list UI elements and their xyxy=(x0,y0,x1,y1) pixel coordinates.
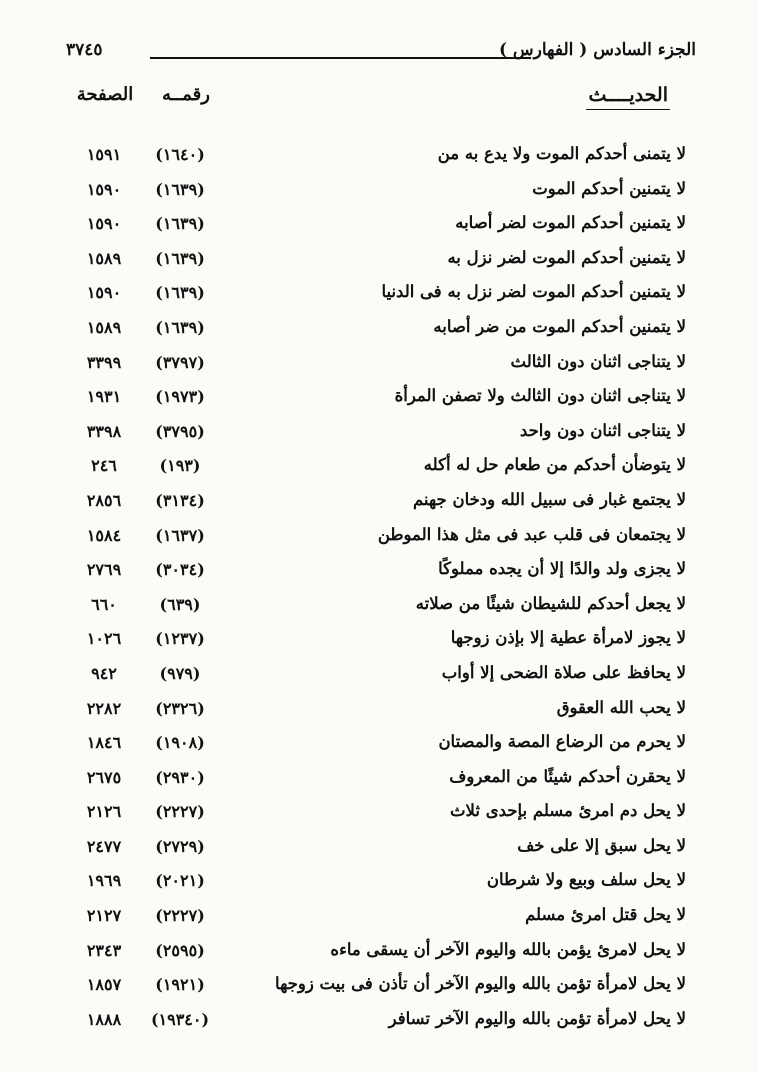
page-reference: ١٩٦٩ xyxy=(86,871,122,891)
index-row xyxy=(60,244,696,279)
hadith-number: (٩٧٩) xyxy=(159,663,201,683)
page-reference: ١٩٣١ xyxy=(86,387,122,407)
page-reference: ٢١٢٦ xyxy=(86,802,122,822)
hadith-text: لا يحل سبق إلا على خف xyxy=(517,835,686,855)
hadith-number: (١٦٣٩) xyxy=(155,248,205,268)
index-row xyxy=(60,866,696,901)
page-reference: ١٥٩٠ xyxy=(86,214,122,234)
page-reference: ٢٣٤٣ xyxy=(86,940,122,960)
hadith-number: (١٩٣) xyxy=(159,456,201,476)
hadith-text: لا يتمنين أحدكم الموت من ضر أصابه xyxy=(433,316,686,336)
index-row xyxy=(60,728,696,763)
hadith-text: لا يجتمع غبار فى سبيل الله ودخان جهنم xyxy=(412,489,686,509)
index-row xyxy=(60,382,696,417)
index-row xyxy=(60,624,696,659)
page-reference: ١٠٢٦ xyxy=(86,629,122,649)
hadith-text: لا يجزى ولد والدًا إلا أن يجده مملوكًا xyxy=(438,559,686,579)
page-reference: ٦٦٠ xyxy=(91,594,117,614)
hadith-number: (١٦٣٩) xyxy=(155,317,205,337)
index-row xyxy=(60,590,696,625)
hadith-number: (٣٠٣٤) xyxy=(155,560,205,580)
index-row xyxy=(60,348,696,383)
hadith-text: لا يجوز لامرأة عطية إلا بإذن زوجها xyxy=(450,628,686,648)
page-reference: ١٥٩١ xyxy=(86,145,122,164)
hadith-text: لا يحل لامرأة تؤمن بالله واليوم الآخر تسافر xyxy=(388,1008,686,1028)
hadith-text: لا يحل دم امرئ مسلم بإحدى ثلاث xyxy=(450,801,686,821)
hadith-text: لا يجتمعان فى قلب عبد فى مثل هذا الموطن xyxy=(377,524,686,544)
index-row xyxy=(60,832,696,867)
index-row xyxy=(60,451,696,486)
hadith-number: (١٩٠٨) xyxy=(155,733,205,753)
hadith-number: (٣٧٩٥) xyxy=(155,421,205,441)
hadith-number: (١٩٧٣) xyxy=(155,387,205,407)
hadith-number: (٢٥٩٥) xyxy=(155,940,205,960)
hadith-text: لا يحقرن أحدكم شيئًا من المعروف xyxy=(449,766,686,786)
index-row xyxy=(60,936,696,971)
page-reference: ١٨٨٨ xyxy=(86,1009,122,1029)
hadith-number: (٣٧٩٧) xyxy=(155,352,205,372)
hadith-number: (٢٧٢٩) xyxy=(155,836,205,856)
hadith-number: (١٦٣٩) xyxy=(155,214,205,234)
index-row xyxy=(60,521,696,556)
hadith-number: (٢٩٣٠) xyxy=(155,767,205,787)
running-header xyxy=(60,40,696,72)
page-number: ٣٧٤٥ xyxy=(66,40,103,60)
column-header-page: الصفحة xyxy=(76,84,134,105)
index-row xyxy=(60,901,696,936)
index-row xyxy=(60,417,696,452)
hadith-number: (١٢٣٧) xyxy=(155,629,205,649)
hadith-text: لا يتمنى أحدكم الموت ولا يدع به من xyxy=(437,144,686,163)
hadith-number: (٢٢٢٧) xyxy=(155,906,205,926)
page-reference: ٣٣٩٩ xyxy=(86,352,122,372)
index-row xyxy=(60,659,696,694)
page-reference: ١٥٨٩ xyxy=(86,248,122,268)
hadith-text: لا يتوضأن أحدكم من طعام حل له أكله xyxy=(423,455,686,475)
hadith-number: (٢٣٢٦) xyxy=(155,698,205,718)
hadith-number: (٦٣٩) xyxy=(159,594,201,614)
hadith-text: لا يجعل أحدكم للشيطان شيئًا من صلاته xyxy=(415,593,686,613)
column-headers xyxy=(60,84,696,118)
hadith-number: (١٦٤٠) xyxy=(155,145,205,164)
hadith-number: (١٦٣٩) xyxy=(155,283,205,303)
page-reference: ١٨٥٧ xyxy=(86,975,122,995)
column-header-number: رقمــه xyxy=(162,84,210,105)
hadith-text: لا يتمنين أحدكم الموت xyxy=(532,178,686,198)
page-reference: ٢٧٦٩ xyxy=(86,560,122,580)
page-reference: ١٥٨٤ xyxy=(86,525,122,545)
page-reference: ٩٤٢ xyxy=(91,663,117,683)
hadith-text: لا يتناجى اثنان دون الثالث ولا تصفن المرأة xyxy=(394,386,686,406)
page-reference: ٢٢٨٢ xyxy=(86,698,122,718)
page-reference: ٢١٢٧ xyxy=(86,906,122,926)
page-reference: ١٥٩٠ xyxy=(86,283,122,303)
hadith-number: (٢٢٢٧) xyxy=(155,802,205,822)
hadith-text: لا يحل لامرئ يؤمن بالله واليوم الآخر أن يسقى ماءه xyxy=(330,939,686,959)
page-reference: ١٥٩٠ xyxy=(86,179,122,199)
page-reference: ٢٨٥٦ xyxy=(86,490,122,510)
page-reference: ٢٦٧٥ xyxy=(86,767,122,787)
page-reference: ٢٤٧٧ xyxy=(86,836,122,856)
hadith-text: لا يتناجى اثنان دون واحد xyxy=(519,420,686,440)
index-row xyxy=(60,486,696,521)
hadith-text: لا يحافظ على صلاة الضحى إلا أواب xyxy=(441,662,686,682)
page-reference: ٣٣٩٨ xyxy=(86,421,122,441)
hadith-text: لا يتمنين أحدكم الموت لضر أصابه xyxy=(455,213,686,233)
hadith-number: (١٩٣٤٠) xyxy=(150,1009,210,1029)
hadith-text: لا يحب الله العقوق xyxy=(556,697,686,717)
page-reference: ٢٤٦ xyxy=(91,456,117,476)
hadith-text: لا يحل سلف وبيع ولا شرطان xyxy=(486,870,686,890)
hadith-text: لا يتمنين أحدكم الموت لضر نزل به فى الدنيا xyxy=(381,282,686,302)
hadith-number: (١٦٣٩) xyxy=(155,179,205,199)
index-row xyxy=(60,797,696,832)
hadith-text: لا يحل لامرأة تؤمن بالله واليوم الآخر أن تأذن فى بيت زوجها xyxy=(275,974,686,994)
index-row xyxy=(60,1005,696,1040)
index-row xyxy=(60,555,696,590)
hadith-text: لا يحرم من الرضاع المصة والمصتان xyxy=(438,732,686,752)
index-row xyxy=(60,140,696,175)
column-header-hadith: الحديــــث xyxy=(586,84,670,110)
index-row xyxy=(60,970,696,1005)
running-title: الجزء السادس ( الفهارس ) xyxy=(498,40,696,60)
hadith-number: (٢٠٢١) xyxy=(155,871,205,891)
header-rule xyxy=(150,57,531,59)
index-row xyxy=(60,209,696,244)
hadith-text: لا يحل قتل امرئ مسلم xyxy=(525,905,686,925)
hadith-text: لا يتمنين أحدكم الموت لضر نزل به xyxy=(447,247,686,267)
index-row xyxy=(60,694,696,729)
hadith-index-list xyxy=(60,140,696,1039)
page-reference: ١٥٨٩ xyxy=(86,317,122,337)
index-row xyxy=(60,763,696,798)
index-row xyxy=(60,175,696,210)
index-row xyxy=(60,313,696,348)
page-reference: ١٨٤٦ xyxy=(86,733,122,753)
hadith-number: (٣١٣٤) xyxy=(155,490,205,510)
hadith-text: لا يتناجى اثنان دون الثالث xyxy=(510,351,686,371)
hadith-number: (١٦٣٧) xyxy=(155,525,205,545)
index-row xyxy=(60,278,696,313)
hadith-number: (١٩٢١) xyxy=(155,975,205,995)
